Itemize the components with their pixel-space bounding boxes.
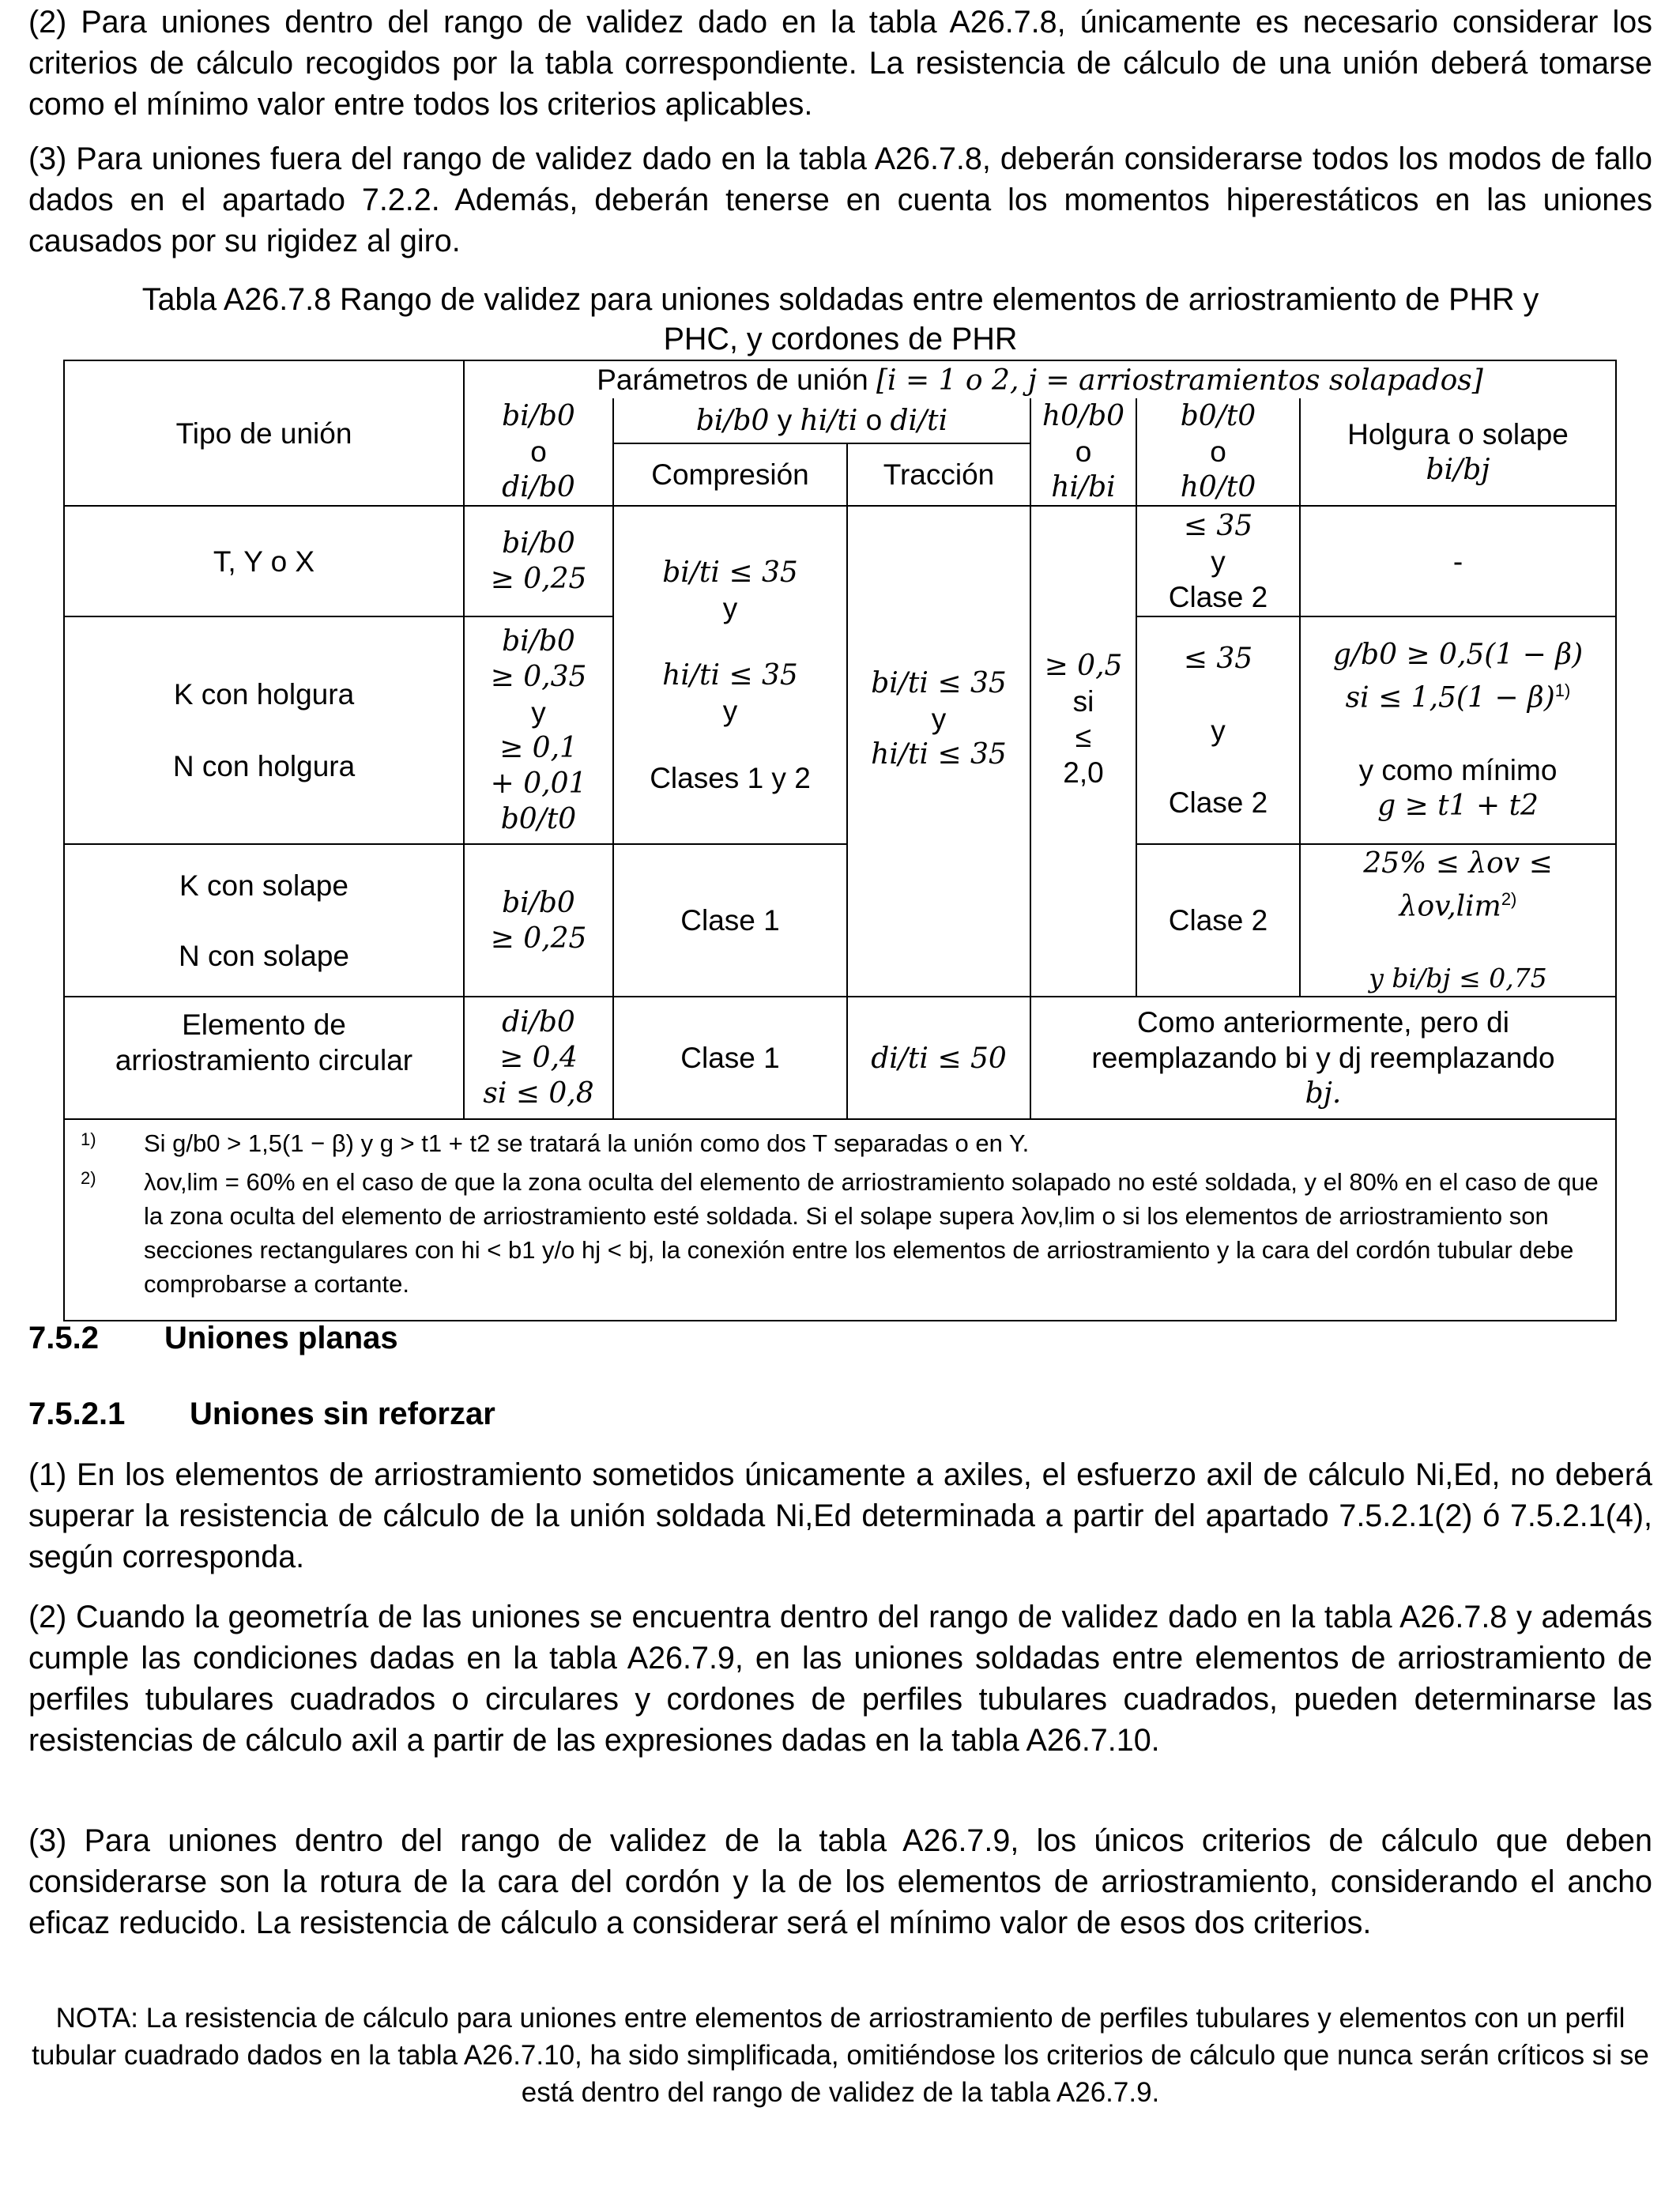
row-k-holgura-b0t0: ≤ 35 y Clase 2 — [1136, 616, 1300, 844]
row-circular-comp: Clase 1 — [613, 997, 847, 1119]
validity-range-table — [63, 360, 1617, 1321]
paragraph-top-3: (3) Para uniones fuera del rango de validez dado en la tabla A26.7.8, deberán considerarse todos los modos de fallo dados en el apartado 7.2.2. Además, deberán tenerse en cuenta los momentos hiperestáticos en las uniones causados por su rigidez al giro. — [28, 141, 1652, 258]
row-k-holgura-tipo: K con holgura N con holgura — [64, 616, 464, 844]
heading-7-5-2-1: 7.5.2.1 Uniones sin reforzar — [28, 1397, 495, 1431]
paragraph-bottom-3: (3) Para uniones dentro del rango de validez de la tabla A26.7.9, los únicos criterios de cálculo que deben considerarse son la rotura de la cara del cordón y la de los elementos de arriostramiento, considerando el ancho eficaz reducido. La resistencia de cálculo a considerar será el mínimo valor de esos dos criterios. — [28, 1823, 1652, 1940]
header-h0-b0: h0/b0 o hi/bi — [1030, 398, 1136, 506]
header-parametros: Parámetros de unión [i = 1 o 2, j = arriostramientos solapados] — [464, 360, 1616, 398]
header-b0-t0: b0/t0 o h0/t0 — [1136, 398, 1300, 506]
row-k-solape-tipo: K con solape N con solape — [64, 844, 464, 997]
traccion-merged: bi/ti ≤ 35 y hi/ti ≤ 35 — [847, 506, 1030, 844]
paragraph-bottom-1: (1) En los elementos de arriostramiento sometidos únicamente a axiles, el esfuerzo axil de cálculo Ni,Ed, no deberá superar la resistencia de cálculo de la unión soldada Ni,Ed determinada a partir del apartado 7.5.2.1(2) ó 7.5.2.1(4), según corresponda. — [28, 1457, 1652, 1574]
compresion-upper: bi/ti ≤ 35 y hi/ti ≤ 35 y Clases 1 y 2 — [613, 506, 847, 844]
row-circular-bi: di/b0 ≥ 0,4 si ≤ 0,8 — [464, 997, 613, 1119]
row-k-holgura-bi: bi/b0 ≥ 0,35 y ≥ 0,1 + 0,01 b0/t0 — [464, 616, 613, 844]
table-notes — [64, 1119, 1616, 1321]
table-caption — [28, 280, 1652, 359]
row-k-solape-bi: bi/b0 ≥ 0,25 — [464, 844, 613, 997]
row-circular-trac: di/ti ≤ 50 — [847, 997, 1030, 1119]
heading-7-5-2: 7.5.2 Uniones planas — [28, 1321, 398, 1355]
header-bi-b0: bi/b0 o di/b0 — [464, 398, 613, 506]
header-compresion: Compresión — [613, 443, 847, 506]
header-tipo-union: Tipo de unión — [64, 360, 464, 506]
row-tyx-b0t0: ≤ 35 y Clase 2 — [1136, 506, 1300, 616]
row-circular-tipo: Elemento de arriostramiento circular — [64, 997, 464, 1119]
header-traccion: Tracción — [847, 443, 1030, 506]
h0-merged: ≥ 0,5 si ≤ 2,0 — [1030, 506, 1136, 844]
table-caption-line-1: Tabla A26.7.8 Rango de validez para uniones soldadas entre elementos de arriostramiento de PHR y — [141, 282, 1539, 317]
row-k-solape-holgura: $25\% \le \lambda ov \le \lambda ov,\lim^{2)}$ y bi/bj ≤ 0,75 — [1300, 844, 1616, 997]
row-k-solape-b0t0: Clase 2 — [1136, 844, 1300, 997]
row-tyx-bi: bi/b0 ≥ 0,25 — [464, 506, 613, 616]
table-note-1: 1) Si g/b0 > 1,5(1 − β) y g > t1 + t2 se tratará la unión como dos T separadas o en Y. — [81, 1129, 1030, 1158]
header-holgura-solape: Holgura o solape bi/bj — [1300, 398, 1616, 506]
row-k-solape-traccion-continued — [847, 844, 1030, 997]
row-k-solape-comp: Clase 1 — [613, 844, 847, 997]
paragraph-bottom-2: (2) Cuando la geometría de las uniones se encuentra dentro del rango de validez dado en la tabla A26.7.8 y además cumple las condiciones dadas en la tabla A26.7.9, en las uniones soldadas entre elementos de arriostramiento de perfiles tubulares cuadrados o circulares y cordones de perfiles tubulares cuadrados, pueden determinarse las resistencias de cálculo axil a partir de las expresiones dadas en la tabla A26.7.10. — [28, 1600, 1652, 1758]
table-note-2: 2) λov,lim = 60% en el caso de que la zona oculta del elemento de arriostramiento solapado no esté soldada, y el 80% en el caso de que la zona oculta del elemento de arriostramiento esté soldada. Si el solape supera λov,lim o si los elementos de arriostramiento son secciones rectangulares con hi < b1 y/o hj < bj, la conexión entre los elementos de arriostramiento y la cara del cordón tubular debe comprobarse a cortante. — [81, 1168, 1599, 1299]
row-tyx-holgura: - — [1300, 506, 1616, 616]
nota-block: NOTA: La resistencia de cálculo para uniones entre elementos de arriostramiento de perfiles tubulares y elementos con un perfil tubular cuadrado dados en la tabla A26.7.10, ha sido simplificada, omitiéndose los criterios de cálculo que nunca serán críticos si se está dentro del rango de validez de la tabla A26.7.9. — [32, 2003, 1649, 2108]
row-tyx-tipo: T, Y o X — [64, 506, 464, 616]
table-caption-line-2: PHC, y cordones de PHR — [663, 322, 1018, 356]
row-k-solape-h0-continued — [1030, 844, 1136, 997]
row-k-holgura-holgura: g/b0 ≥ 0,5(1 − β) si ≤ $1,5(1 - \beta)^{1)}$ y como mínimo g ≥ t1 + t2 — [1300, 616, 1616, 844]
header-ratio-group: bi/b0 y hi/ti o di/ti — [613, 398, 1030, 443]
row-circular-rest: Como anteriormente, pero di reemplazando bi y dj reemplazando bj. — [1030, 997, 1616, 1119]
paragraph-top-2: (2) Para uniones dentro del rango de validez dado en la tabla A26.7.8, únicamente es necesario considerar los criterios de cálculo recogidos por la tabla correspondiente. La resistencia de cálculo de una unión deberá tomarse como el mínimo valor entre todos los criterios aplicables. — [28, 5, 1652, 122]
